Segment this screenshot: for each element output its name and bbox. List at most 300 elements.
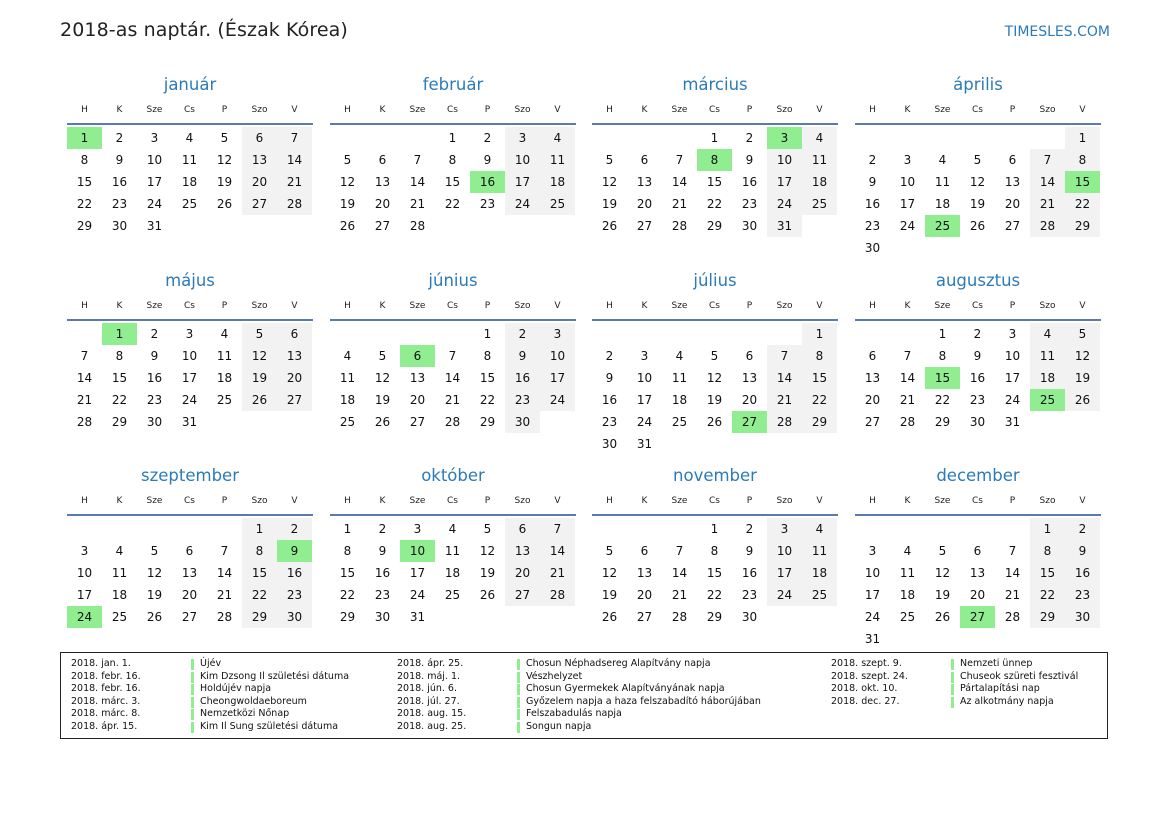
holiday-marker-icon <box>517 697 520 708</box>
day-cell: 30 <box>1065 606 1100 628</box>
day-cell: 20 <box>864 393 881 407</box>
day-cell: 9 <box>115 153 124 167</box>
empty-cell <box>662 518 697 540</box>
day-cell: 3 <box>80 544 89 558</box>
day-cell: 21 <box>540 562 575 584</box>
weekday-label: K <box>379 496 386 506</box>
day-cell: 16 <box>111 175 128 189</box>
day-cell: 6 <box>745 349 754 363</box>
empty-cell <box>855 323 890 345</box>
week-row <box>330 606 576 628</box>
month-name: április <box>953 75 1003 94</box>
day-cell: 20 <box>505 562 540 584</box>
day-cell: 8 <box>448 153 457 167</box>
week-row <box>330 323 576 345</box>
empty-cell <box>505 215 540 237</box>
day-cell: 19 <box>969 197 986 211</box>
day-cell: 22 <box>706 588 723 602</box>
week-row <box>67 584 313 606</box>
day-cell: 23 <box>111 197 128 211</box>
day-cell: 27 <box>409 415 426 429</box>
day-cell: 22 <box>111 393 128 407</box>
empty-cell <box>505 606 540 628</box>
site-link[interactable]: TIMESLES.COM <box>1004 24 1110 40</box>
legend-row <box>71 696 349 709</box>
day-cell: 23 <box>505 389 540 411</box>
week-row <box>67 518 313 540</box>
empty-cell <box>855 127 890 149</box>
day-cell: 23 <box>864 219 881 233</box>
week-row <box>330 411 576 433</box>
holiday-day-cell: 8 <box>697 149 732 171</box>
day-cell: 3 <box>505 127 540 149</box>
day-cell: 22 <box>1030 584 1065 606</box>
weekday-header <box>855 293 1101 321</box>
week-row <box>67 323 313 345</box>
weekday-label: H <box>869 301 876 311</box>
legend-date: 2018. júl. 27. <box>397 695 460 707</box>
day-cell: 13 <box>242 149 277 171</box>
weekday-label: H <box>344 496 351 506</box>
day-cell: 26 <box>706 415 723 429</box>
empty-cell <box>890 323 925 345</box>
day-cell: 14 <box>767 367 802 389</box>
weekday-header <box>330 488 576 516</box>
weekday-label: Szo <box>514 105 531 115</box>
day-cell: 29 <box>111 415 128 429</box>
day-cell: 8 <box>483 349 492 363</box>
day-cell: 2 <box>973 327 982 341</box>
day-cell: 24 <box>767 193 802 215</box>
legend-holiday-name: Nemzeti ünnep <box>960 658 1033 669</box>
weekday-label: K <box>379 105 386 115</box>
empty-cell <box>995 628 1030 650</box>
day-cell: 11 <box>802 149 837 171</box>
week-row <box>855 171 1101 193</box>
legend-holiday-name: Kim Dzsong Il születési dátuma <box>200 670 350 682</box>
holiday-day-cell: 9 <box>277 540 312 562</box>
empty-cell <box>890 237 925 259</box>
week-row <box>67 562 313 584</box>
day-cell: 17 <box>146 175 163 189</box>
empty-cell <box>925 237 960 259</box>
legend-date: 2018. okt. 10. <box>831 683 898 695</box>
day-cell: 10 <box>767 540 802 562</box>
weekday-label: H <box>344 105 351 115</box>
day-cell: 7 <box>1030 149 1065 171</box>
day-cell: 18 <box>111 588 128 602</box>
empty-cell <box>732 323 767 345</box>
day-cell: 20 <box>181 588 198 602</box>
day-cell: 8 <box>802 345 837 367</box>
day-cell: 5 <box>973 153 982 167</box>
day-cell: 10 <box>636 371 653 385</box>
day-cell: 5 <box>483 522 492 536</box>
empty-cell <box>960 518 995 540</box>
day-cell: 10 <box>899 175 916 189</box>
day-cell: 17 <box>899 197 916 211</box>
week-row <box>855 149 1101 171</box>
weekday-label: V <box>816 301 823 311</box>
weekday-label: Szo <box>514 496 531 506</box>
day-cell: 2 <box>745 131 754 145</box>
day-cell: 13 <box>277 345 312 367</box>
week-row <box>855 237 1101 259</box>
day-cell: 19 <box>242 367 277 389</box>
day-cell: 20 <box>1004 197 1021 211</box>
day-cell: 30 <box>741 219 758 233</box>
day-cell: 18 <box>671 393 688 407</box>
day-cell: 10 <box>540 345 575 367</box>
month-name: október <box>421 466 485 485</box>
week-row <box>855 562 1101 584</box>
day-cell: 27 <box>636 610 653 624</box>
weekday-label: K <box>116 496 123 506</box>
day-cell: 23 <box>741 588 758 602</box>
day-cell: 2 <box>150 327 159 341</box>
empty-cell <box>890 628 925 650</box>
day-cell: 31 <box>864 632 881 646</box>
day-cell: 25 <box>444 588 461 602</box>
weekday-header <box>592 97 838 125</box>
week-row <box>67 345 313 367</box>
day-cell: 24 <box>540 389 575 411</box>
weekday-label: P <box>221 301 228 311</box>
day-cell: 17 <box>540 367 575 389</box>
day-cell: 26 <box>601 610 618 624</box>
week-row <box>855 389 1101 411</box>
legend-holiday-name: Újév <box>200 658 222 669</box>
day-cell: 28 <box>444 415 461 429</box>
day-cell: 9 <box>745 544 754 558</box>
day-cell: 22 <box>76 197 93 211</box>
day-cell: 16 <box>741 175 758 189</box>
day-cell: 7 <box>540 518 575 540</box>
month-3 <box>592 73 838 237</box>
day-cell: 15 <box>479 371 496 385</box>
day-cell: 28 <box>76 415 93 429</box>
weekday-label: V <box>291 496 298 506</box>
day-cell: 1 <box>1030 518 1065 540</box>
weekday-label: P <box>484 105 491 115</box>
empty-cell <box>995 518 1030 540</box>
week-row <box>592 389 838 411</box>
day-cell: 21 <box>671 588 688 602</box>
day-cell: 8 <box>1030 540 1065 562</box>
week-row <box>592 367 838 389</box>
day-cell: 11 <box>899 566 916 580</box>
holiday-marker-icon <box>951 659 954 670</box>
week-row <box>330 540 576 562</box>
weekday-label: Szo <box>776 301 793 311</box>
week-row <box>592 411 838 433</box>
day-cell: 21 <box>409 197 426 211</box>
empty-cell <box>1065 237 1100 259</box>
empty-cell <box>207 411 242 433</box>
day-cell: 21 <box>444 393 461 407</box>
legend-date: 2018. ápr. 25. <box>397 658 464 669</box>
week-row <box>67 411 313 433</box>
day-cell: 8 <box>80 153 89 167</box>
day-cell: 22 <box>242 584 277 606</box>
empty-cell <box>470 606 505 628</box>
day-cell: 20 <box>969 588 986 602</box>
week-row <box>67 367 313 389</box>
week-row <box>67 149 313 171</box>
legend-row <box>71 671 349 684</box>
day-cell: 1 <box>802 323 837 345</box>
holiday-day-cell: 25 <box>1030 389 1065 411</box>
weekday-label: P <box>1009 301 1016 311</box>
day-cell: 14 <box>1004 566 1021 580</box>
day-cell: 30 <box>374 610 391 624</box>
empty-cell <box>1030 237 1065 259</box>
month-7 <box>592 269 838 455</box>
week-row <box>592 606 838 628</box>
day-cell: 29 <box>706 219 723 233</box>
day-cell: 4 <box>802 127 837 149</box>
day-cell: 31 <box>146 219 163 233</box>
day-cell: 7 <box>277 127 312 149</box>
legend-row <box>831 683 1078 696</box>
legend-row <box>397 721 761 734</box>
day-cell: 18 <box>339 393 356 407</box>
legend-date: 2018. máj. 1. <box>397 670 461 682</box>
day-cell: 6 <box>505 518 540 540</box>
day-cell: 30 <box>146 415 163 429</box>
week-row <box>855 540 1101 562</box>
day-cell: 4 <box>675 349 684 363</box>
week-row <box>330 562 576 584</box>
day-cell: 8 <box>938 349 947 363</box>
day-cell: 22 <box>934 393 951 407</box>
day-cell: 25 <box>181 197 198 211</box>
weekday-label: V <box>291 105 298 115</box>
day-cell: 4 <box>903 544 912 558</box>
weekday-header <box>592 293 838 321</box>
month-4 <box>855 73 1101 259</box>
day-cell: 19 <box>934 588 951 602</box>
day-cell: 26 <box>242 389 277 411</box>
holiday-marker-icon <box>191 722 194 733</box>
day-cell: 23 <box>969 393 986 407</box>
day-cell: 31 <box>1004 415 1021 429</box>
day-cell: 11 <box>934 175 951 189</box>
day-cell: 8 <box>710 544 719 558</box>
week-row <box>855 628 1101 650</box>
empty-cell <box>767 323 802 345</box>
holiday-marker-icon <box>951 684 954 695</box>
legend-date: 2018. aug. 15. <box>397 708 467 720</box>
weekday-label: Cs <box>447 105 458 115</box>
holiday-marker-icon <box>191 684 194 695</box>
empty-cell <box>365 323 400 345</box>
weekday-label: P <box>746 496 753 506</box>
day-cell: 9 <box>868 175 877 189</box>
weekday-label: Cs <box>972 301 983 311</box>
day-cell: 21 <box>767 389 802 411</box>
weekday-label: H <box>81 105 88 115</box>
week-row <box>330 193 576 215</box>
day-cell: 1 <box>1065 127 1100 149</box>
day-cell: 22 <box>1065 193 1100 215</box>
empty-cell <box>627 127 662 149</box>
day-cell: 7 <box>675 153 684 167</box>
day-cell: 10 <box>1004 349 1021 363</box>
week-row <box>855 323 1101 345</box>
day-cell: 24 <box>899 219 916 233</box>
day-cell: 15 <box>1030 562 1065 584</box>
day-cell: 30 <box>864 241 881 255</box>
day-cell: 24 <box>409 588 426 602</box>
day-cell: 25 <box>802 193 837 215</box>
empty-cell <box>1030 127 1065 149</box>
day-cell: 10 <box>181 349 198 363</box>
day-cell: 12 <box>216 153 233 167</box>
day-cell: 20 <box>636 588 653 602</box>
day-cell: 14 <box>216 566 233 580</box>
day-cell: 7 <box>220 544 229 558</box>
month-8 <box>855 269 1101 433</box>
month-name: január <box>163 75 217 94</box>
day-cell: 8 <box>242 540 277 562</box>
day-cell: 25 <box>802 584 837 606</box>
day-cell: 15 <box>339 566 356 580</box>
day-cell: 11 <box>1030 345 1065 367</box>
day-cell: 9 <box>745 153 754 167</box>
day-cell: 16 <box>374 566 391 580</box>
weekday-label: Cs <box>709 105 720 115</box>
week-row <box>67 127 313 149</box>
legend-holiday-name: Győzelem napja a haza felszabadító háborújában <box>526 695 761 707</box>
weekday-label: P <box>484 301 491 311</box>
legend-date: 2018. szept. 9. <box>831 658 902 669</box>
day-cell: 12 <box>969 175 986 189</box>
day-cell: 21 <box>1030 193 1065 215</box>
day-cell: 11 <box>540 149 575 171</box>
day-cell: 28 <box>540 584 575 606</box>
day-cell: 14 <box>671 566 688 580</box>
week-row <box>592 433 838 455</box>
day-cell: 29 <box>479 415 496 429</box>
week-row <box>592 127 838 149</box>
holiday-day-cell: 24 <box>67 606 102 628</box>
day-cell: 3 <box>150 131 159 145</box>
day-cell: 18 <box>802 171 837 193</box>
day-cell: 27 <box>277 389 312 411</box>
day-cell: 12 <box>934 566 951 580</box>
day-cell: 18 <box>540 171 575 193</box>
weekday-label: Sze <box>409 105 426 115</box>
day-cell: 27 <box>242 193 277 215</box>
weekday-label: P <box>484 496 491 506</box>
month-name: szeptember <box>141 466 239 485</box>
day-cell: 6 <box>277 323 312 345</box>
weekday-header <box>330 293 576 321</box>
week-row <box>330 215 576 237</box>
day-cell: 29 <box>934 415 951 429</box>
week-row <box>330 518 576 540</box>
day-cell: 13 <box>181 566 198 580</box>
weekday-label: K <box>904 496 911 506</box>
empty-cell <box>172 518 207 540</box>
legend-column <box>71 658 349 734</box>
day-cell: 24 <box>864 610 881 624</box>
day-cell: 26 <box>969 219 986 233</box>
day-cell: 14 <box>409 175 426 189</box>
day-cell: 27 <box>374 219 391 233</box>
weekday-label: Cs <box>709 496 720 506</box>
week-row <box>592 584 838 606</box>
day-cell: 2 <box>868 153 877 167</box>
month-name: augusztus <box>935 271 1021 290</box>
legend-row <box>397 671 761 684</box>
legend-holiday-name: Holdújév napja <box>200 683 272 695</box>
day-cell: 4 <box>185 131 194 145</box>
empty-cell <box>242 215 277 237</box>
day-cell: 5 <box>710 349 719 363</box>
week-row <box>592 345 838 367</box>
day-cell: 5 <box>242 323 277 345</box>
day-cell: 13 <box>969 566 986 580</box>
empty-cell <box>207 518 242 540</box>
day-cell: 4 <box>220 327 229 341</box>
day-cell: 9 <box>1065 540 1100 562</box>
month-name: február <box>422 75 484 94</box>
day-cell: 11 <box>671 371 688 385</box>
day-cell: 23 <box>146 393 163 407</box>
legend-row <box>397 658 761 671</box>
day-cell: 28 <box>216 610 233 624</box>
day-cell: 16 <box>969 371 986 385</box>
day-cell: 11 <box>111 566 128 580</box>
weekday-label: Sze <box>934 301 951 311</box>
day-cell: 16 <box>1065 562 1100 584</box>
day-cell: 1 <box>710 522 719 536</box>
day-cell: 14 <box>76 371 93 385</box>
empty-cell <box>802 215 837 237</box>
legend-date: 2018. szept. 24. <box>831 670 908 682</box>
day-cell: 17 <box>409 566 426 580</box>
month-10 <box>330 464 576 628</box>
empty-cell <box>925 127 960 149</box>
day-cell: 9 <box>483 153 492 167</box>
day-cell: 19 <box>479 566 496 580</box>
day-cell: 29 <box>1065 215 1100 237</box>
week-row <box>67 540 313 562</box>
day-cell: 15 <box>706 175 723 189</box>
day-cell: 10 <box>146 153 163 167</box>
day-cell: 23 <box>601 415 618 429</box>
day-cell: 18 <box>899 588 916 602</box>
empty-cell <box>277 411 312 433</box>
day-cell: 11 <box>444 544 461 558</box>
weekday-label: K <box>379 301 386 311</box>
weekday-label: Szo <box>251 105 268 115</box>
day-cell: 4 <box>1030 323 1065 345</box>
day-cell: 30 <box>741 610 758 624</box>
day-cell: 14 <box>899 371 916 385</box>
weekday-label: V <box>554 496 561 506</box>
day-cell: 17 <box>76 588 93 602</box>
legend-row <box>397 683 761 696</box>
day-cell: 18 <box>934 197 951 211</box>
day-cell: 9 <box>150 349 159 363</box>
day-cell: 26 <box>374 415 391 429</box>
day-cell: 11 <box>181 153 198 167</box>
month-11 <box>592 464 838 628</box>
week-row <box>330 149 576 171</box>
